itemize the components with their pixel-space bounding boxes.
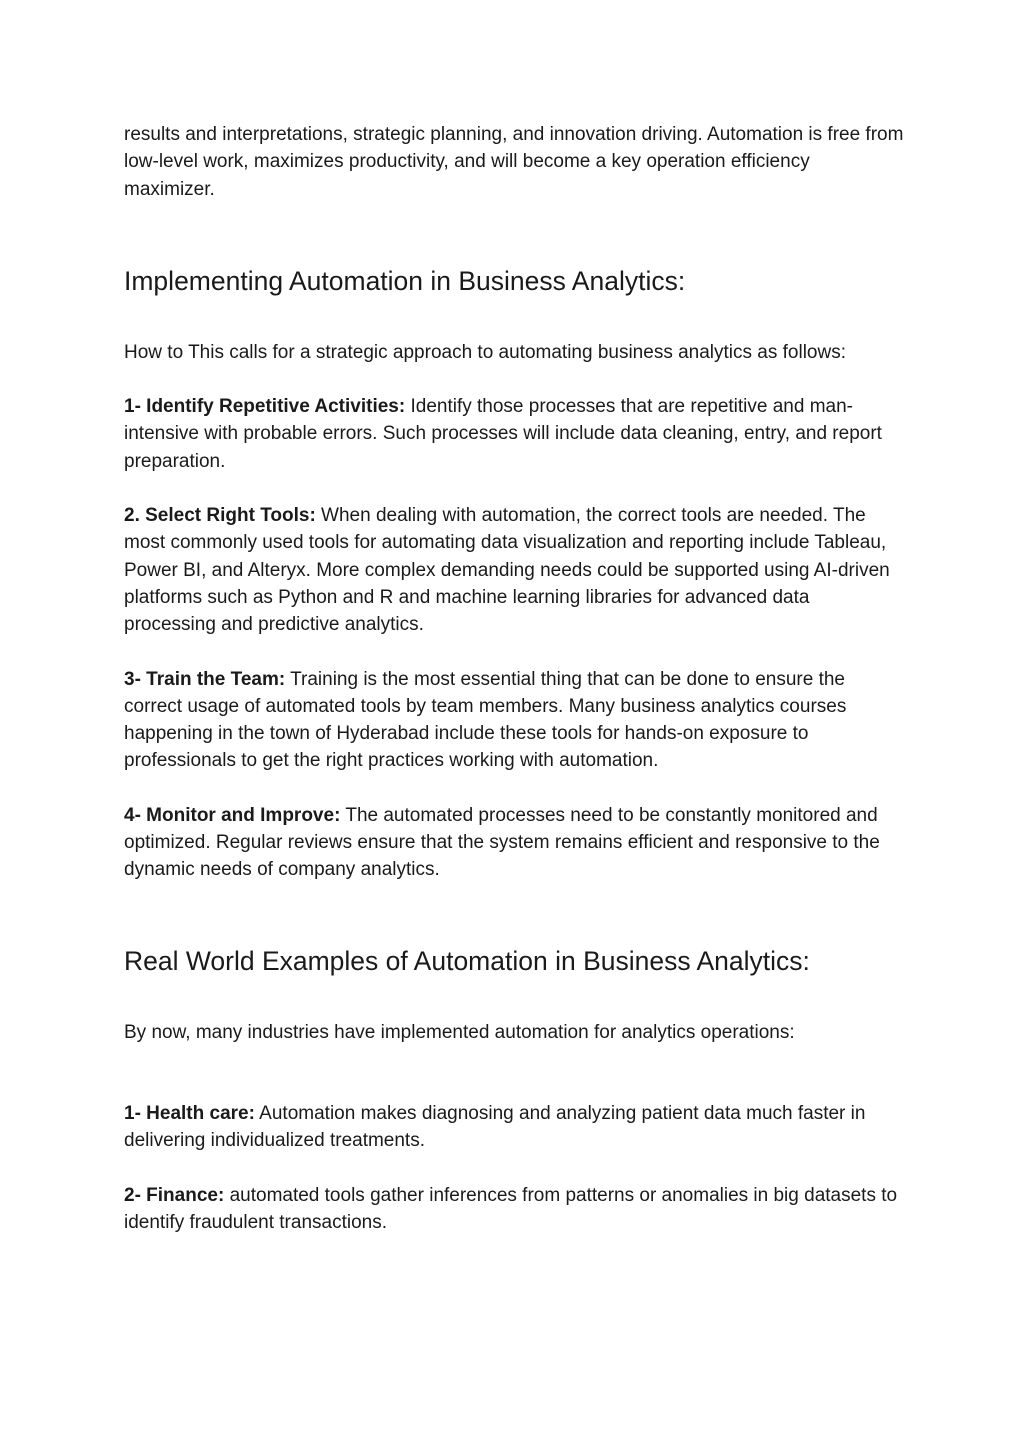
examples-heading: Real World Examples of Automation in Business Analytics: bbox=[124, 945, 810, 976]
step-monitor-and-improve bbox=[124, 802, 904, 884]
step-text: The automated processes need to be constantly monitored and optimized. Regular reviews ensure that the system remains efficient and responsive to the dynamic needs of company analytics. bbox=[124, 804, 880, 881]
step-label: 4- Monitor and Improve: bbox=[124, 804, 341, 826]
step-label: 2. Select Right Tools: bbox=[124, 505, 316, 527]
example-health-care bbox=[124, 1100, 904, 1155]
implementing-heading: Implementing Automation in Business Analytics: bbox=[124, 265, 686, 296]
step-text: Identify those processes that are repetitive and man-intensive with probable errors. Such processes will include data cleaning, entry, and report preparation. bbox=[124, 396, 882, 472]
step-identify-repetitive-activities bbox=[124, 393, 904, 475]
implementing-lead-paragraph: How to This calls for a strategic approach to automating business analytics as follows: bbox=[124, 341, 846, 363]
step-text: Training is the most essential thing that can be done to ensure the correct usage of automated tools by team members. Many business analytics courses happening in the town of Hyderabad include these tools for hands-on exposure to professionals to get the right practices working with automation. bbox=[124, 668, 847, 772]
step-label: 3- Train the Team: bbox=[124, 668, 286, 690]
step-select-right-tools bbox=[124, 502, 904, 638]
example-text: automated tools gather inferences from patterns or anomalies in big datasets to identify fraudulent transactions. bbox=[124, 1184, 898, 1233]
example-label: 2- Finance: bbox=[124, 1184, 225, 1206]
example-text: Automation makes diagnosing and analyzing patient data much faster in delivering individualized treatments. bbox=[124, 1102, 866, 1152]
examples-lead-paragraph: By now, many industries have implemented automation for analytics operations: bbox=[124, 1021, 795, 1043]
step-label: 1- Identify Repetitive Activities: bbox=[124, 396, 406, 418]
example-finance bbox=[124, 1182, 904, 1237]
step-train-the-team bbox=[124, 666, 904, 775]
example-label: 1- Health care: bbox=[124, 1102, 255, 1124]
document-page bbox=[124, 121, 904, 1236]
intro-paragraph: results and interpretations, strategic planning, and innovation driving. Automation is free from low-level work, maximizes productivity, and will become a key operation efficiency maximizer. bbox=[124, 124, 904, 200]
step-text: When dealing with automation, the correct tools are needed. The most commonly used tools for automating data visualization and reporting include Tableau, Power BI, and Alteryx. More complex demanding needs could be supported using AI-driven platforms such as Python and R and machine learning libraries for advanced data processing and predictive analytics. bbox=[124, 505, 890, 636]
